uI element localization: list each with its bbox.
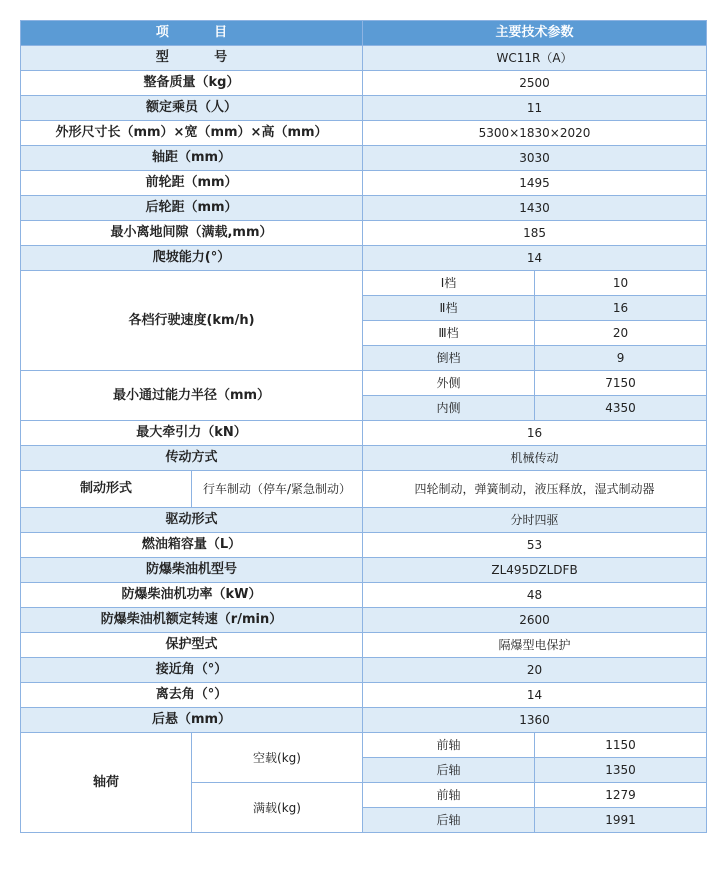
axle-condition: 满载(kg) <box>192 783 363 833</box>
gear-name: Ⅰ档 <box>363 271 535 296</box>
row-value: 3030 <box>363 146 707 171</box>
row-value: 14 <box>363 246 707 271</box>
turning-value: 4350 <box>535 396 707 421</box>
row-value: 1495 <box>363 171 707 196</box>
axle-value: 1279 <box>535 783 707 808</box>
axle-value: 1350 <box>535 758 707 783</box>
brake-sub-label: 行车制动（停车/紧急制动） <box>192 471 363 508</box>
row-label: 防爆柴油机功率（kW） <box>21 583 363 608</box>
row-label: 轴距（mm） <box>21 146 363 171</box>
axle-name: 后轴 <box>363 758 535 783</box>
table-row <box>21 271 707 296</box>
table-row <box>21 46 707 71</box>
row-label: 后悬（mm） <box>21 708 363 733</box>
row-value: 1360 <box>363 708 707 733</box>
row-label: 外形尺寸长（mm）×宽（mm）×高（mm） <box>21 121 363 146</box>
gear-name: Ⅲ档 <box>363 321 535 346</box>
gear-value: 16 <box>535 296 707 321</box>
row-value: 四轮制动，弹簧制动，液压释放，湿式制动器 <box>363 471 707 508</box>
header-params: 主要技术参数 <box>363 21 707 46</box>
row-value: ZL495DZLDFB <box>363 558 707 583</box>
axle-value: 1991 <box>535 808 707 833</box>
axle-value: 1150 <box>535 733 707 758</box>
gear-value: 9 <box>535 346 707 371</box>
row-value: 14 <box>363 683 707 708</box>
row-value: 48 <box>363 583 707 608</box>
table-row <box>21 658 707 683</box>
spec-table <box>20 20 707 833</box>
table-row <box>21 583 707 608</box>
row-value: 2600 <box>363 608 707 633</box>
table-row <box>21 371 707 396</box>
row-label: 整备质量（kg） <box>21 71 363 96</box>
table-row <box>21 633 707 658</box>
row-value: 53 <box>363 533 707 558</box>
row-value: 11 <box>363 96 707 121</box>
table-row <box>21 246 707 271</box>
table-row <box>21 446 707 471</box>
table-row <box>21 221 707 246</box>
row-label: 传动方式 <box>21 446 363 471</box>
row-value: 机械传动 <box>363 446 707 471</box>
table-row <box>21 71 707 96</box>
row-value: 5300×1830×2020 <box>363 121 707 146</box>
row-label: 驱动形式 <box>21 508 363 533</box>
row-label: 型 号 <box>21 46 363 71</box>
table-row <box>21 508 707 533</box>
table-row <box>21 471 707 508</box>
table-row <box>21 733 707 758</box>
row-label: 制动形式 <box>21 471 192 508</box>
row-label: 前轮距（mm） <box>21 171 363 196</box>
row-label: 最小通过能力半径（mm） <box>21 371 363 421</box>
row-label: 防爆柴油机型号 <box>21 558 363 583</box>
row-label: 爬坡能力(°） <box>21 246 363 271</box>
gear-value: 10 <box>535 271 707 296</box>
table-row <box>21 533 707 558</box>
row-value: 2500 <box>363 71 707 96</box>
turning-value: 7150 <box>535 371 707 396</box>
table-row <box>21 146 707 171</box>
row-label: 保护型式 <box>21 633 363 658</box>
row-value: 分时四驱 <box>363 508 707 533</box>
turning-side: 外侧 <box>363 371 535 396</box>
row-label: 额定乘员（人） <box>21 96 363 121</box>
row-value: 185 <box>363 221 707 246</box>
table-row <box>21 121 707 146</box>
row-label: 离去角（°） <box>21 683 363 708</box>
row-label: 后轮距（mm） <box>21 196 363 221</box>
table-row <box>21 683 707 708</box>
table-row <box>21 608 707 633</box>
row-value: 20 <box>363 658 707 683</box>
gear-name: 倒档 <box>363 346 535 371</box>
row-value: 1430 <box>363 196 707 221</box>
turning-side: 内侧 <box>363 396 535 421</box>
axle-condition: 空载(kg) <box>192 733 363 783</box>
axle-name: 后轴 <box>363 808 535 833</box>
row-label: 各档行驶速度(km/h) <box>21 271 363 371</box>
row-label: 最小离地间隙（满载,mm） <box>21 221 363 246</box>
table-row <box>21 171 707 196</box>
row-label: 轴荷 <box>21 733 192 833</box>
row-label: 最大牵引力（kN） <box>21 421 363 446</box>
gear-name: Ⅱ档 <box>363 296 535 321</box>
table-row <box>21 196 707 221</box>
header-item: 项 目 <box>21 21 363 46</box>
row-label: 燃油箱容量（L） <box>21 533 363 558</box>
table-row <box>21 421 707 446</box>
gear-value: 20 <box>535 321 707 346</box>
axle-name: 前轴 <box>363 733 535 758</box>
table-row <box>21 96 707 121</box>
row-value: 隔爆型电保护 <box>363 633 707 658</box>
row-label: 接近角（°） <box>21 658 363 683</box>
table-row <box>21 708 707 733</box>
axle-name: 前轴 <box>363 783 535 808</box>
table-header-row <box>21 21 707 46</box>
row-value: 16 <box>363 421 707 446</box>
row-label: 防爆柴油机额定转速（r/min） <box>21 608 363 633</box>
table-row <box>21 558 707 583</box>
row-value: WC11R（A） <box>363 46 707 71</box>
